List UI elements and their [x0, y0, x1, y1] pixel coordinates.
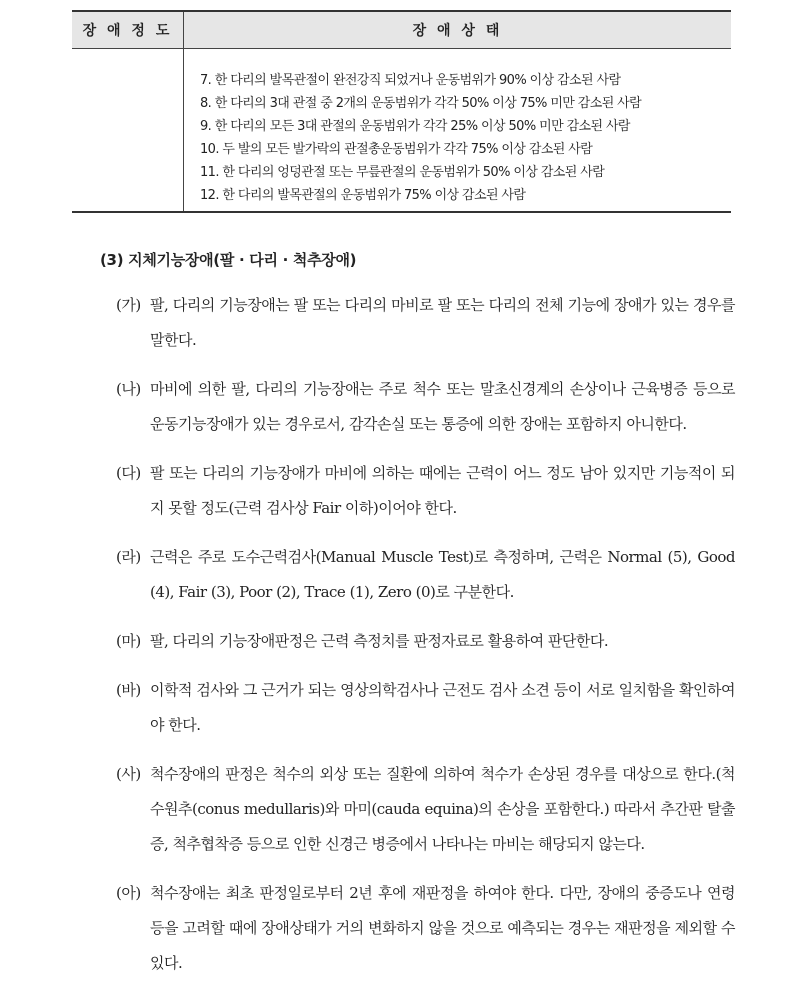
item-text: 척수장애는 최초 판정일로부터 2년 후에 재판정을 하여야 한다. 다만, 장애의 중증도나 연령 등을 고려할 때에 장애상태가 거의 변화하지 않을 것으로 예측되는 경우는 재판정을 제외할 수 있다. [150, 884, 735, 972]
list-item [0, 540, 800, 610]
item-text: 근력은 주로 도수근력검사(Manual Muscle Test)로 측정하며, 근력은 Normal (5), Good (4), Fair (3), Poor (2), Trace (1), Zero (0)로 구분한다. [150, 548, 735, 601]
item-marker: (바) [116, 681, 141, 699]
header-disability-status: 장 애 상 태 [412, 23, 503, 39]
disability-criteria-table [72, 10, 731, 213]
status-item: 7. 한 다리의 발목관절이 완전강직 되었거나 운동범위가 90% 이상 감소된 사람 [200, 73, 621, 88]
item-text: 마비에 의한 팔, 다리의 기능장애는 주로 척수 또는 말초신경계의 손상이나 근육병증 등으로 운동기능장애가 있는 경우로서, 감각손실 또는 통증에 의한 장애는 포함하지 아니한다. [150, 380, 735, 433]
item-marker: (다) [116, 464, 141, 482]
criteria-list [0, 288, 800, 995]
header-disability-degree: 장 애 정 도 [72, 12, 184, 48]
status-cell [184, 49, 731, 211]
status-item: 8. 한 다리의 3대 관절 중 2개의 운동범위가 각각 50% 이상 75% 미만 감소된 사람 [200, 96, 642, 111]
list-item [0, 288, 800, 358]
item-marker: (가) [116, 296, 141, 314]
status-item: 10. 두 발의 모든 발가락의 관절총운동범위가 각각 75% 이상 감소된 사람 [200, 142, 593, 157]
item-text: 팔, 다리의 기능장애판정은 근력 측정치를 판정자료로 활용하여 판단한다. [150, 632, 609, 650]
item-text: 팔, 다리의 기능장애는 팔 또는 다리의 마비로 팔 또는 다리의 전체 기능에 장애가 있는 경우를 말한다. [150, 296, 735, 349]
list-item [0, 757, 800, 862]
list-item [0, 876, 800, 981]
status-item: 11. 한 다리의 엉덩관절 또는 무릎관절의 운동범위가 50% 이상 감소된 사람 [200, 165, 605, 180]
list-item [0, 456, 800, 526]
item-text: 척수장애의 판정은 척수의 외상 또는 질환에 의하여 척수가 손상된 경우를 대상으로 한다.(척수원추(conus medullaris)와 마미(cauda equina)의 손상을 포함한다.) 따라서 추간판 탈출증, 척추협착증 등으로 인한 신경근 병증에서 나타나는 마비는 해당되지 않는다. [150, 765, 735, 853]
status-item: 12. 한 다리의 발목관절의 운동범위가 75% 이상 감소된 사람 [200, 188, 526, 203]
item-text: 팔 또는 다리의 기능장애가 마비에 의하는 때에는 근력이 어느 정도 남아 있지만 기능적이 되지 못할 정도(근력 검사상 Fair 이하)이어야 한다. [150, 464, 735, 517]
table-body-row [72, 49, 731, 211]
item-marker: (라) [116, 548, 141, 566]
list-item [0, 673, 800, 743]
item-marker: (아) [116, 884, 141, 902]
list-item [0, 372, 800, 442]
degree-cell [72, 49, 184, 211]
item-marker: (사) [116, 765, 141, 783]
table-header-row [72, 12, 731, 49]
item-text: 이학적 검사와 그 근거가 되는 영상의학검사나 근전도 검사 소견 등이 서로 일치함을 확인하여야 한다. [150, 681, 735, 734]
item-marker: (마) [116, 632, 141, 650]
status-item: 9. 한 다리의 모든 3대 관절의 운동범위가 각각 25% 이상 50% 미만 감소된 사람 [200, 119, 630, 134]
section-title: (3) 지체기능장애(팔 · 다리 · 척추장애) [100, 251, 357, 269]
list-item [0, 624, 800, 659]
item-marker: (나) [116, 380, 141, 398]
